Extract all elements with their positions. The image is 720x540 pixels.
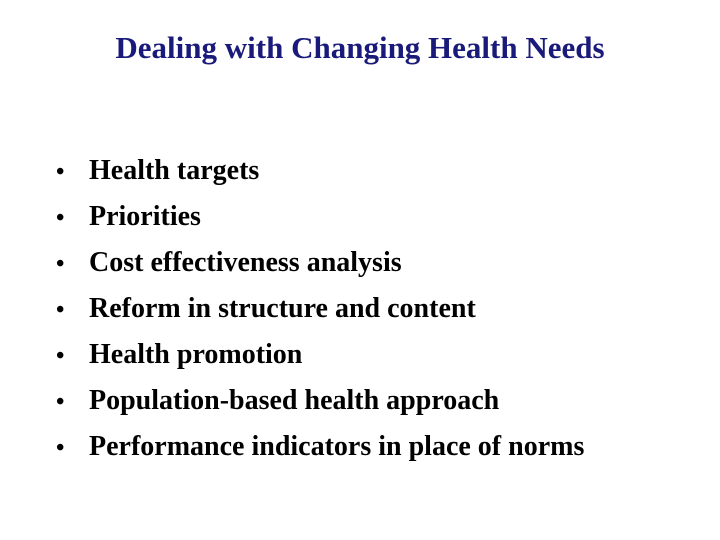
bullet-text: Cost effectiveness analysis [89,247,402,278]
bullet-text: Reform in structure and content [89,293,476,324]
list-item [56,332,584,378]
bullet-text: Performance indicators in place of norms [89,431,585,462]
list-item [56,286,584,332]
bullet-text: Priorities [89,201,201,232]
list-item [56,240,584,286]
bullet-text: Population-based health approach [89,385,500,416]
bullet-list [56,148,584,470]
bullet-text: Health promotion [89,339,303,370]
bullet-text: Health targets [89,155,260,186]
bullet-icon: • [56,297,65,323]
bullet-icon: • [56,251,65,277]
bullet-icon: • [56,343,65,369]
slide-title: Dealing with Changing Health Needs [115,30,605,65]
list-item [56,424,584,470]
bullet-icon: • [56,435,65,461]
list-item [56,194,584,240]
bullet-icon: • [56,205,65,231]
bullet-icon: • [56,159,65,185]
list-item [56,148,584,194]
list-item [56,378,584,424]
bullet-icon: • [56,389,65,415]
